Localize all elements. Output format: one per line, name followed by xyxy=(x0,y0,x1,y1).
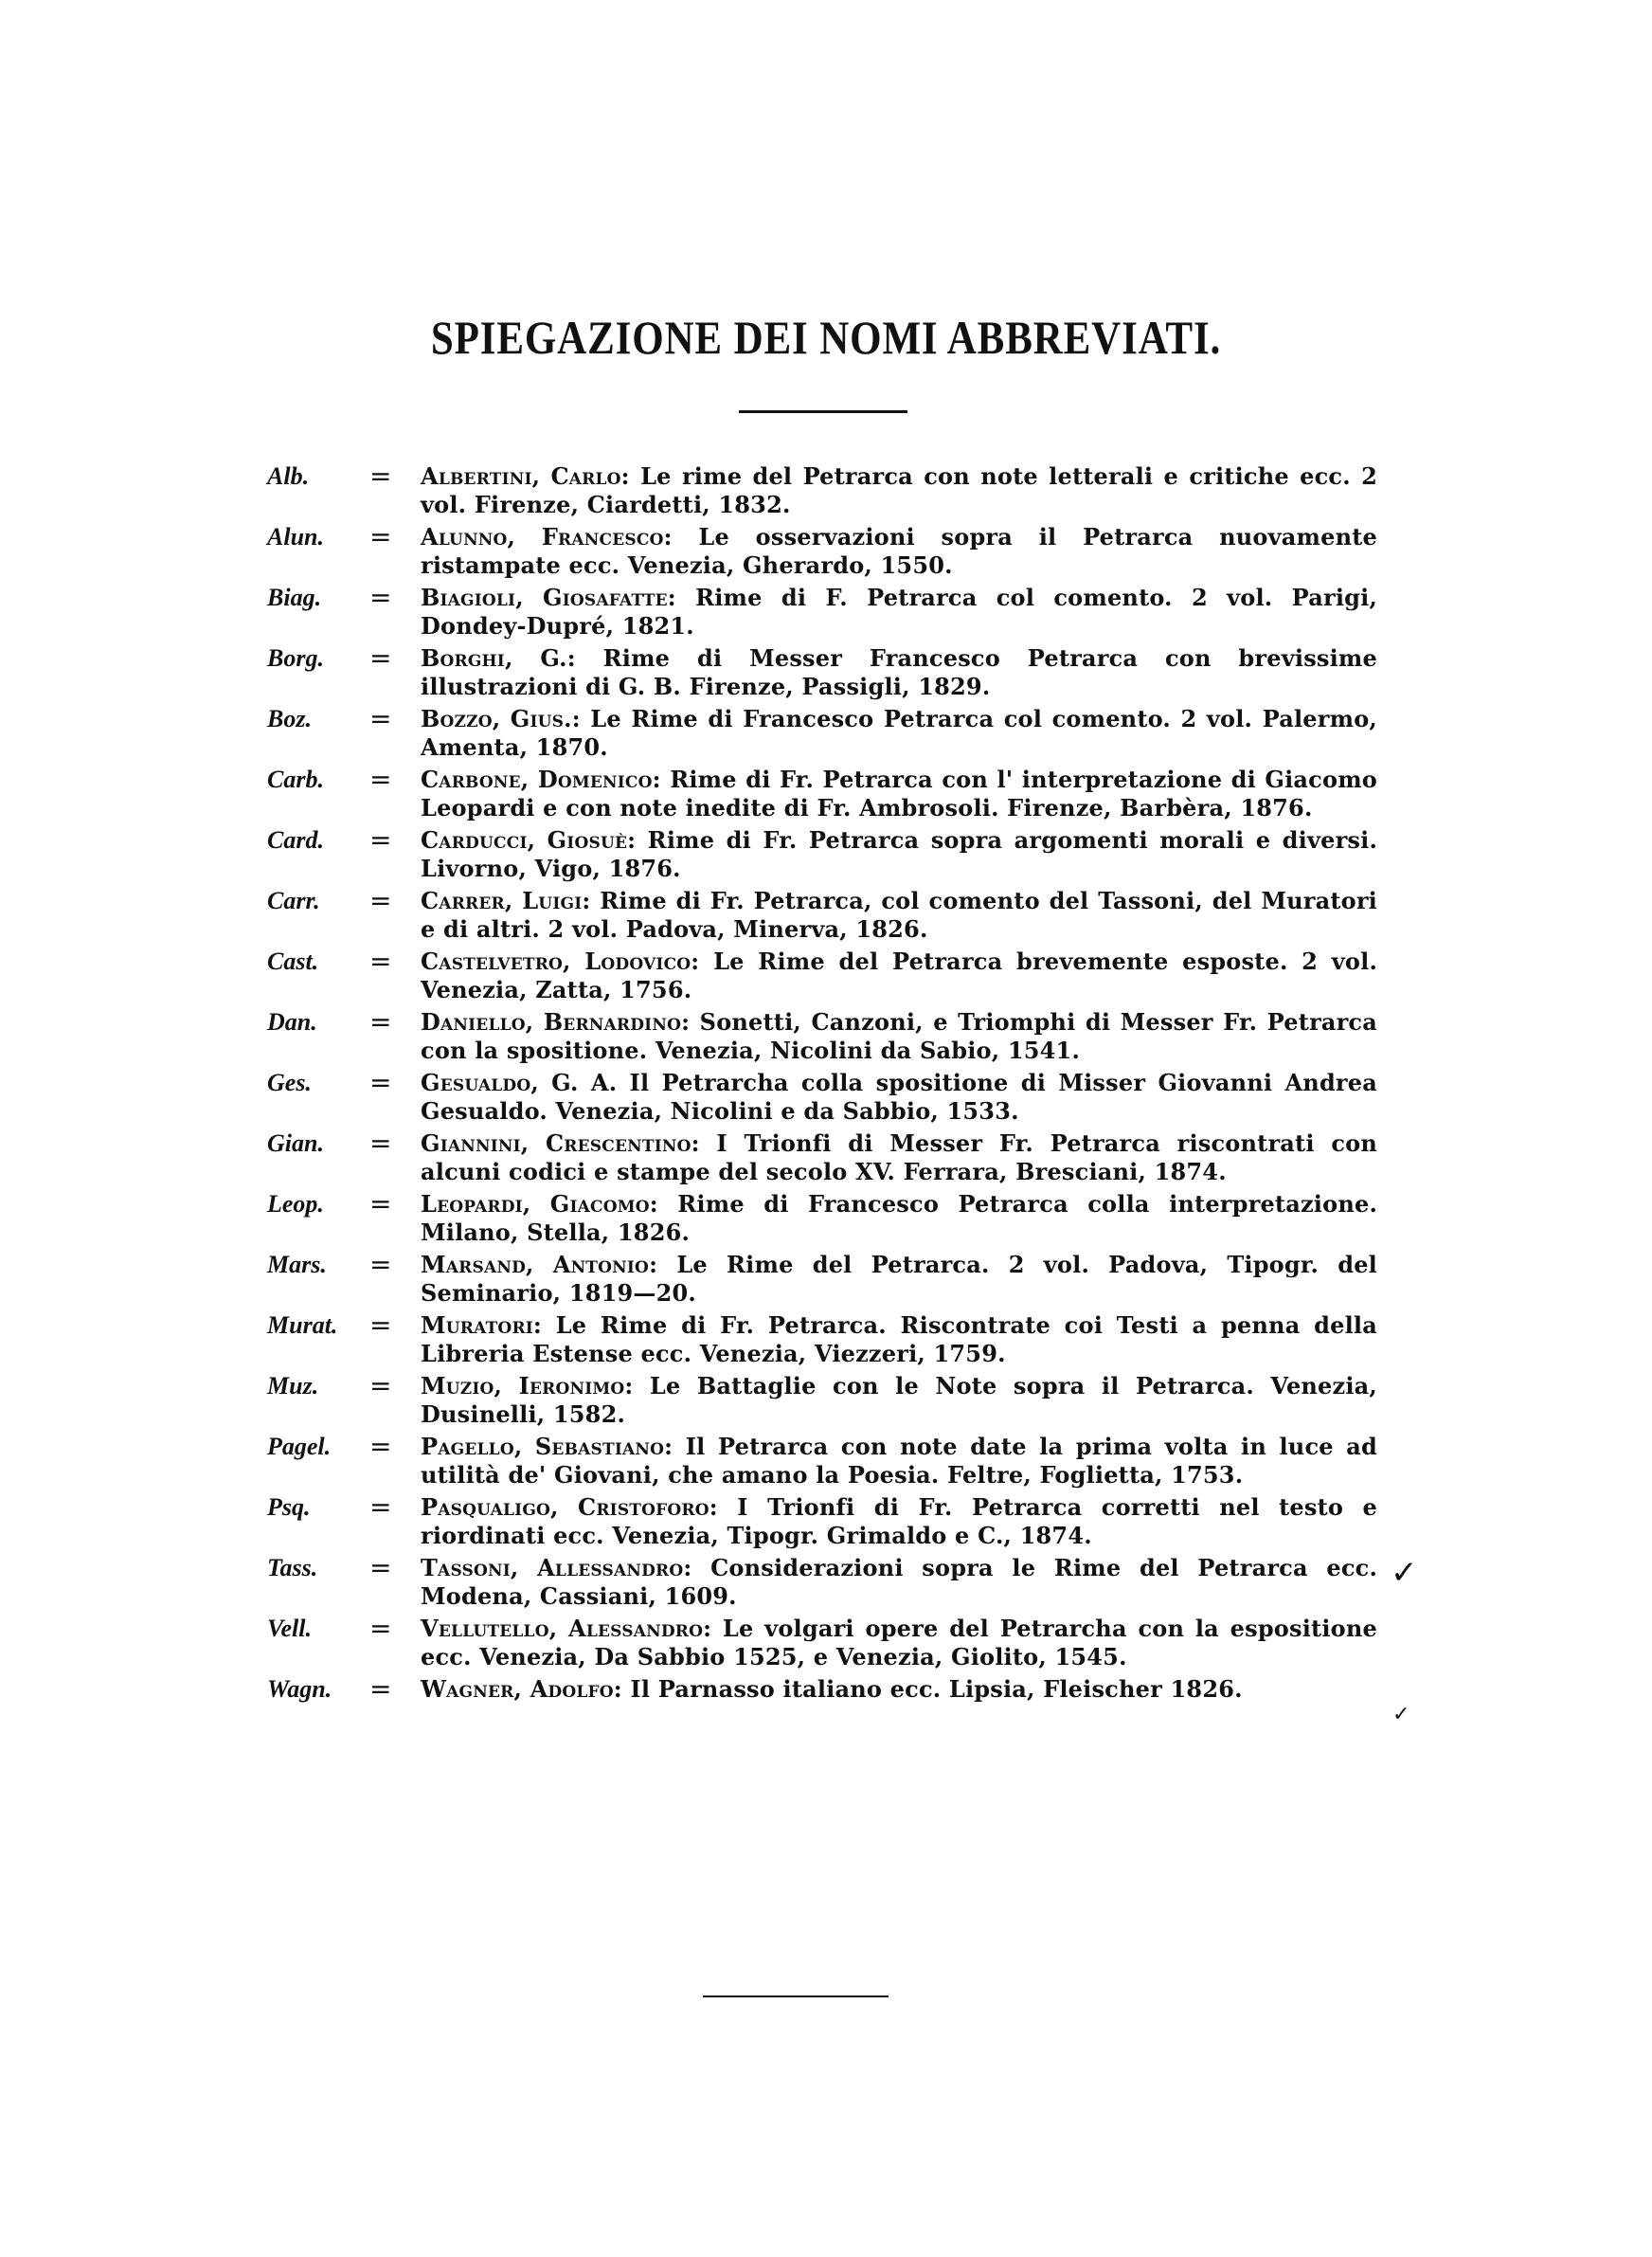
abbreviation-entry xyxy=(0,1129,1652,1186)
entry-text: Rime di Fr. Petrarca con l' interpretazione di Giacomo Leopardi e con note inedite di Fr. Ambrosoli. Firenze, Barbèra, 1876. xyxy=(421,766,1378,822)
entry-author: Wagner, Adolfo: xyxy=(421,1675,622,1703)
abbreviation-entry xyxy=(0,826,1652,883)
entry-abbreviation: Wagn. xyxy=(267,1675,332,1703)
entry-abbreviation: Muz. xyxy=(267,1372,319,1399)
entry-description xyxy=(421,1311,1377,1368)
entry-text: Le osservazioni sopra il Petrarca nuovamente ristampate ecc. Venezia, Gherardo, 1550. xyxy=(421,523,1378,579)
entry-author: Carducci, Giosuè: xyxy=(421,826,637,854)
equals-sign: = xyxy=(369,946,392,977)
equals-sign: = xyxy=(369,1249,392,1280)
abbreviation-entry xyxy=(0,1069,1652,1126)
abbreviation-entry xyxy=(0,1251,1652,1308)
entry-description xyxy=(421,887,1377,944)
equals-sign: = xyxy=(369,1431,392,1462)
entry-author: Borghi, G.: xyxy=(421,644,576,672)
entry-abbreviation: Mars. xyxy=(267,1251,327,1278)
equals-sign: = xyxy=(369,703,392,734)
entry-description xyxy=(421,1615,1377,1671)
entry-description xyxy=(421,1251,1377,1308)
equals-sign: = xyxy=(369,1613,392,1644)
entry-author: Pasqualigo, Cristoforo: xyxy=(421,1493,718,1521)
abbreviation-entry xyxy=(0,1433,1652,1490)
entry-description xyxy=(421,1372,1377,1429)
entry-author: Muratori: xyxy=(421,1311,542,1339)
equals-sign: = xyxy=(369,582,392,613)
entry-author: Giannini, Crescentino: xyxy=(421,1129,700,1157)
equals-sign: = xyxy=(369,1673,392,1705)
entry-abbreviation: Murat. xyxy=(267,1311,338,1339)
entry-author: Castelvetro, Lodovico: xyxy=(421,948,700,975)
entry-description xyxy=(421,523,1377,580)
entry-abbreviation: Card. xyxy=(267,826,324,854)
abbreviation-entry xyxy=(0,766,1652,822)
equals-sign: = xyxy=(369,1188,392,1219)
entry-abbreviation: Carr. xyxy=(267,887,320,914)
entry-text: I Trionfi di Fr. Petrarca corretti nel testo e riordinati ecc. Venezia, Tipogr. Grimaldo e C., 1874. xyxy=(421,1493,1378,1549)
entry-author: Marsand, Antonio: xyxy=(421,1251,658,1278)
abbreviation-entry xyxy=(0,523,1652,580)
entry-abbreviation: Gian. xyxy=(267,1129,324,1157)
entry-author: Gesualdo, G. A. xyxy=(421,1069,618,1096)
equals-sign: = xyxy=(369,1491,392,1523)
entry-text: Le Rime del Petrarca brevemente esposte. 2 vol. Venezia, Zatta, 1756. xyxy=(421,948,1377,1003)
abbreviation-entry xyxy=(0,1493,1652,1550)
entry-description xyxy=(421,948,1377,1004)
checkmark-icon: ✓ xyxy=(1391,1554,1418,1592)
entry-text: Il Petrarca con note date la prima volta in luce ad utilità de' Giovani, che amano la Poesia. Feltre, Foglietta, 1753. xyxy=(421,1433,1377,1489)
entry-author: Alunno, Francesco: xyxy=(421,523,673,551)
entry-author: Pagello, Sebastiano: xyxy=(421,1433,673,1460)
entry-author: Biagioli, Giosafatte: xyxy=(421,584,676,611)
entry-abbreviation: Boz. xyxy=(267,705,312,732)
entry-text: Rime di Fr. Petrarca, col comento del Tassoni, del Muratori e di altri. 2 vol. Padova, Minerva, 1826. xyxy=(421,887,1377,943)
equals-sign: = xyxy=(369,1370,392,1401)
equals-sign: = xyxy=(369,1128,392,1159)
entry-abbreviation: Psq. xyxy=(267,1493,311,1521)
entry-text: Le Battaglie con le Note sopra il Petrarca. Venezia, Dusinelli, 1582. xyxy=(421,1372,1377,1428)
entry-author: Leopardi, Giacomo: xyxy=(421,1190,658,1218)
entry-text: I Trionfi di Messer Fr. Petrarca riscontrati con alcuni codici e stampe del secolo XV. Ferrara, Bresciani, 1874. xyxy=(421,1129,1377,1185)
entry-text: Sonetti, Canzoni, e Triomphi di Messer Fr. Petrarca con la spositione. Venezia, Nicolini da Sabio, 1541. xyxy=(421,1008,1378,1064)
bottom-divider xyxy=(703,1995,889,1997)
entry-author: Bozzo, Gius.: xyxy=(421,705,581,732)
entry-description xyxy=(421,1069,1377,1126)
abbreviation-entry xyxy=(0,644,1652,701)
abbreviation-entry xyxy=(0,462,1652,519)
entry-description xyxy=(421,1493,1377,1550)
entry-text: Rime di Messer Francesco Petrarca con brevissime illustrazioni di G. B. Firenze, Passigli, 1829. xyxy=(421,644,1377,700)
entry-description xyxy=(421,705,1377,762)
entry-text: Le Rime di Fr. Petrarca. Riscontrate coi Testi a penna della Libreria Estense ecc. Venezia, Viezzeri, 1759. xyxy=(421,1311,1377,1367)
title-divider xyxy=(739,410,907,413)
entry-description xyxy=(421,462,1377,519)
checkmark-icon: ✓ xyxy=(1392,1703,1410,1726)
entry-text: Le Rime del Petrarca. 2 vol. Padova, Tipogr. del Seminario, 1819—20. xyxy=(421,1251,1377,1307)
entry-abbreviation: Leop. xyxy=(267,1190,324,1218)
entry-author: Albertini, Carlo: xyxy=(421,462,630,490)
entry-text: Considerazioni sopra le Rime del Petrarca ecc. Modena, Cassiani, 1609. xyxy=(421,1554,1378,1610)
entry-abbreviation: Borg. xyxy=(267,644,324,672)
entry-description xyxy=(421,584,1377,641)
entry-abbreviation: Vell. xyxy=(267,1615,312,1642)
entry-author: Daniello, Bernardino: xyxy=(421,1008,691,1036)
equals-sign: = xyxy=(369,1309,392,1341)
abbreviation-entry xyxy=(0,1008,1652,1065)
equals-sign: = xyxy=(369,642,392,674)
entry-description xyxy=(421,644,1377,701)
abbreviation-entry xyxy=(0,584,1652,641)
entry-description xyxy=(421,766,1377,822)
abbreviation-entry xyxy=(0,705,1652,762)
entry-author: Vellutello, Alessandro: xyxy=(421,1615,712,1642)
entry-text: Le rime del Petrarca con note letterali e critiche ecc. 2 vol. Firenze, Ciardetti, 1832. xyxy=(421,462,1378,518)
entry-abbreviation: Carb. xyxy=(267,766,324,793)
page-title: SPIEGAZIONE DEI NOMI ABBREVIATI. xyxy=(430,311,1222,364)
entry-text: Rime di Fr. Petrarca sopra argomenti morali e diversi. Livorno, Vigo, 1876. xyxy=(421,826,1377,882)
entry-abbreviation: Ges. xyxy=(267,1069,312,1096)
entry-text: Le Rime di Francesco Petrarca col comento. 2 vol. Palermo, Amenta, 1870. xyxy=(421,705,1377,761)
abbreviation-entry xyxy=(0,1615,1652,1671)
entry-author: Carbone, Domenico: xyxy=(421,766,661,793)
abbreviation-entry xyxy=(0,1675,1652,1704)
entry-author: Muzio, Ieronimo: xyxy=(421,1372,634,1399)
equals-sign: = xyxy=(369,521,392,552)
entry-text: Il Petrarcha colla spositione di Misser Giovanni Andrea Gesualdo. Venezia, Nicolini e da Sabbio, 1533. xyxy=(421,1069,1377,1125)
equals-sign: = xyxy=(369,824,392,856)
abbreviation-entry xyxy=(0,948,1652,1004)
entry-abbreviation: Biag. xyxy=(267,584,322,611)
entry-text: Rime di F. Petrarca col comento. 2 vol. Parigi, Dondey-Dupré, 1821. xyxy=(421,584,1377,640)
entry-abbreviation: Pagel. xyxy=(267,1433,332,1460)
entry-description xyxy=(421,1433,1377,1490)
entry-abbreviation: Alb. xyxy=(267,462,310,490)
entry-description xyxy=(421,1008,1377,1065)
entry-abbreviation: Alun. xyxy=(267,523,324,551)
equals-sign: = xyxy=(369,460,392,492)
equals-sign: = xyxy=(369,1006,392,1038)
equals-sign: = xyxy=(369,1552,392,1583)
abbreviation-entry xyxy=(0,1190,1652,1247)
equals-sign: = xyxy=(369,1067,392,1098)
equals-sign: = xyxy=(369,885,392,916)
entry-author: Carrer, Luigi: xyxy=(421,887,591,914)
entry-text: Il Parnasso italiano ecc. Lipsia, Fleischer 1826. xyxy=(630,1675,1243,1703)
equals-sign: = xyxy=(369,764,392,795)
entry-description xyxy=(421,826,1377,883)
entry-text: Rime di Francesco Petrarca colla interpretazione. Milano, Stella, 1826. xyxy=(421,1190,1377,1246)
abbreviation-entry xyxy=(0,1372,1652,1429)
entry-abbreviation: Cast. xyxy=(267,948,319,975)
abbreviation-entry xyxy=(0,887,1652,944)
abbreviation-list xyxy=(0,462,1652,1707)
entry-abbreviation: Dan. xyxy=(267,1008,317,1036)
entry-description xyxy=(421,1554,1377,1611)
abbreviation-entry xyxy=(0,1311,1652,1368)
entry-text: Le volgari opere del Petrarcha con la espositione ecc. Venezia, Da Sabbio 1525, e Venezia, Giolito, 1545. xyxy=(421,1615,1377,1670)
entry-description xyxy=(421,1675,1377,1704)
entry-description xyxy=(421,1190,1377,1247)
entry-author: Tassoni, Allessandro: xyxy=(421,1554,692,1581)
entry-abbreviation: Tass. xyxy=(267,1554,318,1581)
entry-description xyxy=(421,1129,1377,1186)
